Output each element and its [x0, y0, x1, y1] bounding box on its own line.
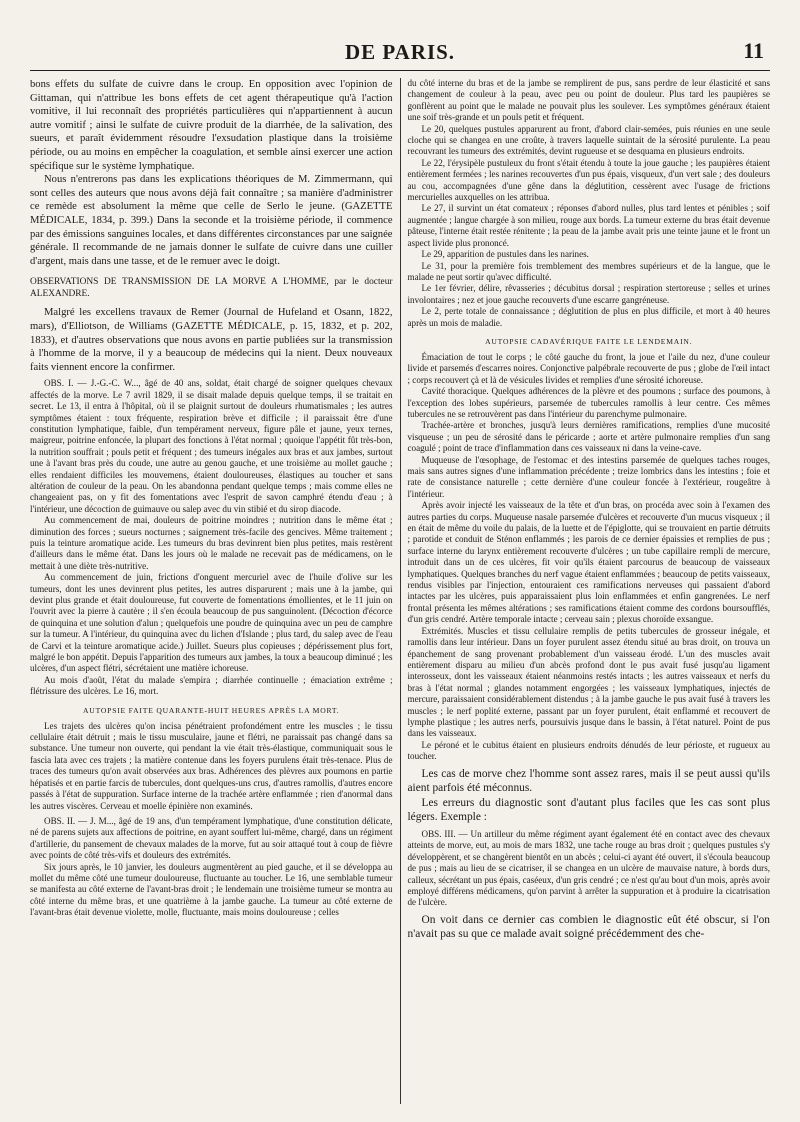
autopsy-2: [408, 352, 771, 763]
article-intro: [30, 306, 393, 374]
paragraph: Trachée-artère et bronches, jusqu'à leurs dernières ramifications, remplies d'une mucosité visqueuse ; un peu de sérosité dans le péricarde ; aorte et artère pulmonaire remplies d'un sang coagulé ; point de trace d'inflammation dans ces vaisseaux ni dans la veine-cave.: [407, 420, 771, 454]
conclusion: [408, 767, 771, 825]
observation-2: [30, 816, 393, 919]
section-heading: AUTOPSIE CADAVÉRIQUE FAITE LE LENDEMAIN.: [485, 336, 693, 346]
paragraph: Au commencement de mai, douleurs de poitrine moindres ; nutrition dans le même état ; diminution des forces ; sueurs nocturnes ; saignement très-facile des gencives. Même traitement ; puis la teinture aromatique acide. Les tumeurs du bras devinrent bien plus petites, mais restèrent d'ailleurs dans le même état. Dans les jours où le malade ne recevait pas de médicamens, on le mettait à une diète très-nutritive.: [30, 515, 393, 571]
paragraph: Le 2, perte totale de connaissance ; déglutition de plus en plus difficile, et mort à 40 heures après un mois de maladie.: [407, 306, 771, 328]
paragraph: OBS. II. — J. M..., âgé de 19 ans, d'un tempérament lymphatique, d'une constitution délicate, né de parens sujets aux affections de poitrine, en ayant souffert lui-même, chargé, dans un régiment d'artillerie, du pansement de chevaux malades de la morve, fut au soir attaqué tout à coup de fièvre avec points de côté très-vifs et douleurs des extrémités.: [30, 815, 393, 861]
paragraph: Extrémités. Muscles et tissu cellulaire remplis de petits tubercules de grosseur inégale, et ramollis dans leur intérieur. Dans un foyer purulent assez étendu situé au bras droit, on trouva un épanchement de sang provenant probablement d'un vaisseau érodé. L'un des muscles avait entièrement disparu au milieu d'un abcès profond dont le pus avait fusé jusqu'au ligament interosseux, dont les vaisseaux étaient néanmoins restés intacts ; les autres vaisseaux et nerfs du bras à l'état normal ; glandes notamment engorgées ; les vaisseaux lymphatiques, injectés de mercure, paraissaient considérablement distendus ; à la jambe gauche le pus avait fusé à travers les muscles ; le nerf poplité externe, passant par un foyer purulent, était enflammé et recouvert de lymphe plastique ; les autres nerfs, poursuivis jusque dans le bassin, à l'état naturel. Point de pus dans les vaisseaux.: [407, 625, 771, 739]
right-column: [402, 78, 771, 1104]
page-header: [30, 36, 770, 71]
article-heading: OBSERVATIONS DE TRANSMISSION DE LA MORVE A L'HOMME, par le docteur ALEXANDRE.: [30, 277, 393, 300]
paragraph: Malgré les excellens travaux de Remer (Journal de Hufeland et Osann, 1822, mars), d'Elliotson, de Williams (GAZETTE MÉDICALE, p. 15, 1832, et p. 202, 1833), et d'autres observations que nous avons en partie publiées sur la transmission à l'homme de la morve, il y a beaucoup de médecins qui la nient. Deux nouveaux faits viennent encore la confirmer.: [30, 307, 393, 373]
paragraph: Le 20, quelques pustules apparurent au front, d'abord clair-semées, puis réunies en une seule cloche qui se changea en une croûte, à travers laquelle suintait de la sérosité purulente. La peau recouvrant les tumeurs des extrémités, devint rugueuse et se desquama en plusieurs endroits.: [407, 123, 771, 157]
paragraph: On voit dans ce dernier cas combien le diagnostic eût été obscur, si l'on n'avait pas su que ce malade avait soigné précédemment des che-: [407, 913, 771, 941]
column-divider: [400, 78, 401, 1104]
running-title: DE PARIS.: [344, 40, 456, 64]
two-column-body: [30, 78, 770, 1104]
paragraph: Muqueuse de l'œsophage, de l'estomac et des intestins parsemée de quelques taches rouges, mais sans autres signes d'une inflammation précédente ; treize lombrics dans les intestins ; foie et rate de consistance naturelle ; cette dernière d'une couleur foncée à l'extérieur, rougeâtre à l'intérieur.: [407, 454, 771, 499]
paragraph: Six jours après, le 10 janvier, les douleurs augmentèrent au pied gauche, et il se développa au mollet du même côté une tumeur douloureuse, fluctuante au toucher. Le 16, une semblable tumeur se manifesta au côté externe de l'avant-bras droit ; le lendemain une troisième tumeur se montra au côté interne du même bras, et une quatrième à la jambe gauche. La tumeur au côté externe de l'avant-bras était devenue violette, molle, fluctuante, mais moins douloureuse ; celles: [30, 861, 393, 918]
paragraph: Le péroné et le cubitus étaient en plusieurs endroits dénudés de leur périoste, et rugueux au toucher.: [407, 739, 771, 762]
paragraph: Le 29, apparition de pustules dans les narines.: [421, 249, 589, 260]
paragraph: Après avoir injecté les vaisseaux de la tête et d'un bras, on procéda avec soin à l'examen des autres parties du corps. Muqueuse nasale parsemée d'ulcères et recouverte d'un mucus visqueux ; il en était de même du voile du palais, de la luette et de l'épiglotte, qui se trouvaient en partie détruits ; parotide et conduit de Sténon enflammés ; les parois de ce dernier épaissies et remplies de pus ; surface interne du larynx entièrement recouverte d'ulcères ; un tube capillaire rempli de mercure, introduit dans un de ces ulcères, fit voir qu'ils étaient parcourus de beaucoup de vaisseaux lymphatiques. Quelques branches du nerf vague étaient enflammées ; beaucoup de petits vaisseaux, rendus visibles par l'injection, entouraient ces ramifications nerveuses qui passaient d'abord intactes par les ulcères, puis apparaissaient plus loin enflammées et enfin gangrenées. Le nerf frontal présenta les mêmes altérations ; ses ramifications étaient comme des cordons boursoufflés, d'un gris cendré. Artère temporale intacte ; cerveau sain ; plexus choroïde exsangue.: [407, 500, 771, 625]
paragraph: Au commencement de juin, frictions d'onguent mercuriel avec de l'huile d'olive sur les tumeurs, dont les unes devinrent plus petites, les autres disparurent ; mais une à la jambe, qui devint plus grande et était douloureuse, fut couverte de fomentations émollientes, et le 11 juin on l'ouvrit avec la pierre à cautère ; il s'en écoula beaucoup de pus sanguinolent. (Décoction d'écorce de quinquina et une solution d'alun ; quelquefois une poudre de quinquina avec un peu de camphre sur la tumeur. A l'intérieur, du quinquina avec du lichen d'Islande ; plus tard, du salep avec de l'eau de Carvi et la teinture aromatique acide.) Juillet. Sueurs plus copieuses ; dépérissement plus fort, malgré le bon appétit. Depuis l'apparition des tumeurs aux jambes, la toux a beaucoup diminué ; les ulcères, d'un aspect flétri, sécrétaient une matière ichoreuse.: [30, 572, 393, 674]
paragraph: Le 22, l'érysipèle pustuleux du front s'était étendu à toute la joue gauche ; les paupières étaient entièrement fermées ; les narines recouvertes d'un pus épais, visqueux, d'un vert sale ; des douleurs au cou, accompagnées d'une gêne dans la déglutition, cessèrent avec l'usage de frictions mercurielles auxquelles on les attribua.: [407, 157, 771, 203]
paragraph: du côté interne du bras et de la jambe se remplirent de pus, sans perdre de leur élasticité et sans changement de couleur à la peau, avec peu ou point de douleur. Plus tard les paupières se gonflèrent au point que le malade ne pouvait plus les soulever. Les symptômes généraux étaient une soif très-grande et un pouls petit et fréquent.: [407, 78, 771, 123]
paragraph: Le 31, pour la première fois tremblement des membres supérieurs et de la langue, que le malade ne peut sortir qu'avec difficulté.: [407, 260, 771, 282]
page-number: 11: [743, 38, 764, 63]
paragraph: Nous n'entrerons pas dans les explications théoriques de M. Zimmermann, qui sont celles des auteurs que nous avons déjà fait connaître ; sa manière d'administrer ce remède est absolument la même que celle de Serlo le jeune. (GAZETTE MÉDICALE, 1834, p. 399.) Dans la seconde et la troisième période, il commence par des émissions sanguines locales, et dans différentes circonstances par une saignée générale. Il recommande de ne jamais donner le sulfate de cuivre dans une cuiller d'argent, mais dans une tasse, et de le remuer avec le doigt.: [30, 174, 393, 267]
paragraph: Les cas de morve chez l'homme sont assez rares, mais il se peut aussi qu'ils aient parfois été méconnus.: [407, 767, 771, 795]
paragraph: Le 1er février, délire, rêvasseries ; décubitus dorsal ; respiration stertoreuse ; selles et urines involontaires ; nez et joue gauche recouverts d'une escarre gangréneuse.: [407, 283, 771, 305]
observation-1: [30, 378, 393, 697]
observation-2-continued: [408, 78, 771, 329]
section-heading: AUTOPSIE FAITE QUARANTE-HUIT HEURES APRÈS LA MORT.: [83, 705, 340, 715]
paragraph: OBS. I. — J.-G.-C. W..., âgé de 40 ans, soldat, était chargé de soigner quelques chevaux affectés de la morve. Le 7 avril 1829, il se disait malade depuis quelque temps, il se traitait en secret. Le 13, il entra à l'hôpital, où il se plaignit surtout de douleurs rhumatismales ; les autres symptômes étaient : toux fréquente, respiration brève et difficile ; il paraissait être d'une constitution lymphatique, faible, d'un tempérament nerveux, figure pâle et jaune, yeux ternes, maigreur, poitrine enfoncée, la plupart des fonctions à l'état normal ; quoique l'appétit fût très-bon, la nutrition souffrait ; pouls petit et fréquent ; des tumeurs inégales aux bras et aux jambes, surtout une à l'avant bras près du coude, une autre au genou gauche, et une troisième au mollet gauche ; elles rendaient difficiles les mouvemens, étaient douloureuses, élastiques au toucher et sans altération de couleur de la peau. On les abandonna pendant quelque temps ; mais comme elles ne changeaient pas, on y fit des fomentations avec l'esprit de savon camphré étendu d'eau ; à l'intérieur, une décoction de guimauve ou salep avec du vin stibié et du sirop diacode.: [30, 378, 393, 514]
paragraph: Au mois d'août, l'état du malade s'empira ; diarrhée continuelle ; émaciation extrême ; flétrissure des ulcères. Le 16, mort.: [30, 674, 393, 697]
left-column: [30, 78, 399, 1104]
autopsy-1: [30, 721, 393, 812]
paragraph: Le 27, il survint un état comateux ; réponses d'abord nulles, plus tard lentes et pénibles ; soif augmentée ; langue chargée à son milieu, rouge aux bords. La tumeur externe du bras était devenue pâteuse, l'interne était restée rénitente ; la peau de la jambe avait pris une teinte jaune et le front un aspect livide plus prononcé.: [407, 203, 771, 248]
paragraph: OBS. III. — Un artilleur du même régiment ayant également été en contact avec des chevaux atteints de morve, eut, au mois de mars 1832, une tache rouge au bras droit ; quelques pustules s'y développèrent, et se changèrent bientôt en un abcès ; celui-ci ayant été ouvert, il s'écoula beaucoup de pus ; mais au lieu de se cicatriser, il se changea en un ulcère de mauvaise nature, à bords durs, calleux, sécrétant un pus épais, caséeux, d'un gris cendré ; ce n'est qu'au bout d'un mois, après avoir employé différens médicamens, qu'on parvint à arrêter la suppuration et à produire la cicatrisation de l'ulcère.: [407, 828, 771, 908]
paragraph: Émaciation de tout le corps ; le côté gauche du front, la joue et l'aile du nez, d'une couleur livide et parsemés d'escarres noires. Conjonctive palpébrale recouverte de pus ; globe de l'œil intact ; corps recouvert çà et là de vésicules livides et remplies d'une sérosité ichoreuse.: [407, 351, 771, 385]
paragraph: Cavité thoracique. Quelques adhérences de la plèvre et des poumons ; surface des poumons, à l'exception des lobes supérieurs, parsemée de tubercules ramollis à leur centre. Ces mêmes tubercules ne se retrouvèrent pas dans l'intérieur du parenchyme pulmonaire.: [407, 386, 771, 419]
paragraph: bons effets du sulfate de cuivre dans le croup. En opposition avec l'opinion de Gittaman, qui n'attribue les bons effets de cet agent thérapeutique qu'à l'action vomitive, il lui reconnaît des propriétés particulières qui n'appartiennent à aucun autre vomitif ; ainsi le sulfate de cuivre produit de la diarrhée, de la salivation, des sueurs, et paraît évidemment résoudre l'exsudation plastique dans la troisième période, ou au moins en empêcher la coagulation, et semble ainsi exercer une action spécifique sur le système lymphatique.: [30, 79, 393, 172]
paragraph: Les erreurs du diagnostic sont d'autant plus faciles que les cas sont plus légers. Exemple :: [407, 796, 771, 824]
closing-paragraph: [408, 913, 771, 942]
paragraph: Les trajets des ulcères qu'on incisa pénétraient profondément entre les muscles ; le tissu cellulaire était détruit ; mais le tissu musculaire, jaune et flétri, ne paraissait pas changé dans sa substance. Une tumeur non ouverte, qui pendant la vie était très-élastique, communiquait sous le fascia lata avec ces trajets ; la matière contenue dans les foyers purulens était très-tenace. Plus de traces des tumeurs qu'on avait observées aux bras. Adhérences des plèvres aux poumons en partie hépatisés et en partie farcis de tubercules, dont quelques-uns crus, d'autres ramollis, d'autres encore passés à l'état de suppuration. Surface interne de la trachée artère enflammée ; rien d'anormal dans les autres viscères. Cerveau et moelle épinière non examinés.: [30, 720, 393, 811]
observation-3: [408, 829, 771, 909]
intro-section: [30, 78, 393, 268]
